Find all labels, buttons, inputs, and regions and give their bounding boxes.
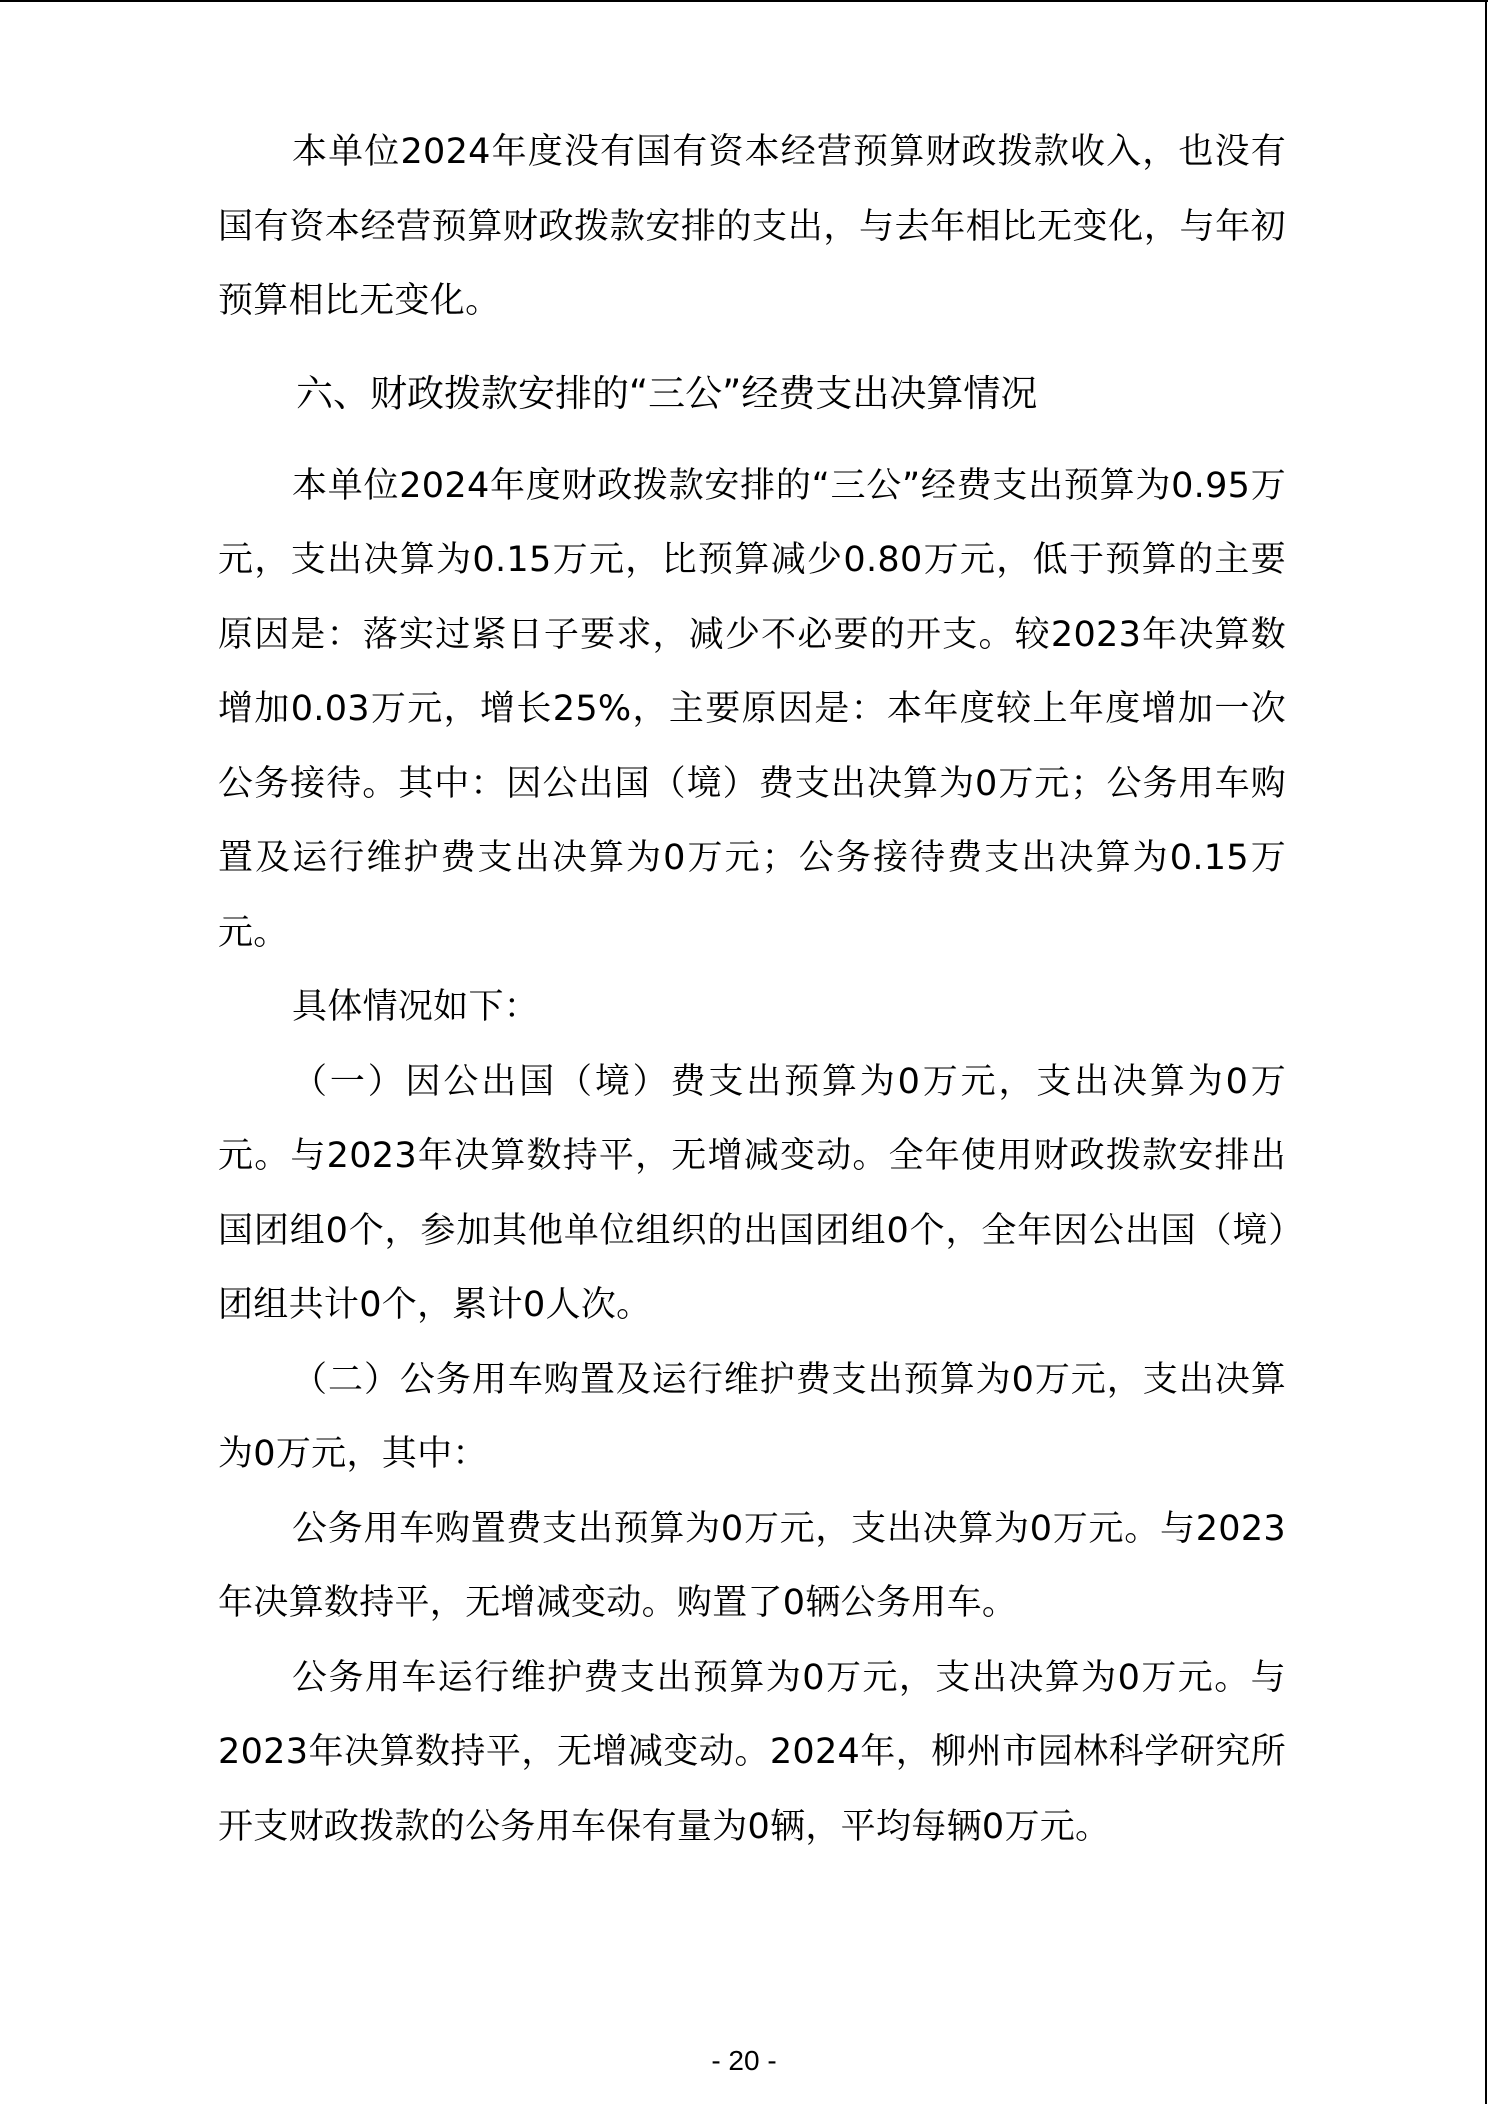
page-top-border (0, 0, 1488, 2)
paragraph-state-capital-budget: 本单位2024年度没有国有资本经营预算财政拨款收入，也没有国有资本经营预算财政拨款安排的支出，与去年相比无变化，与年初预算相比无变化。 (218, 132, 1286, 321)
document-body (218, 115, 1286, 1864)
paragraph-details-intro: 具体情况如下： (292, 987, 540, 1027)
page-right-border (1485, 0, 1487, 2104)
page-number: - 20 - (711, 2045, 777, 2076)
paragraph-official-vehicles: （二）公务用车购置及运行维护费支出预算为0万元，支出决算为0万元，其中： (218, 1359, 1286, 1474)
paragraph-three-public-summary: 本单位2024年度财政拨款安排的“三公”经费支出预算为0.95万元，支出决算为0.15万元，比预算减少0.80万元，低于预算的主要原因是：落实过紧日子要求，减少不必要的开支。较2023年决算数增加0.03万元，增长25%，主要原因是：本年度较上年度增加一次公务接待。其中：因公出国（境）费支出决算为0万元；公务用车购置及运行维护费支出决算为0万元；公务接待费支出决算为0.15万元。 (218, 465, 1286, 953)
paragraph-overseas-travel: （一）因公出国（境）费支出预算为0万元，支出决算为0万元。与2023年决算数持平，无增减变动。全年使用财政拨款安排出国团组0个，参加其他单位组织的出国团组0个，全年因公出国（境）团组共计0个，累计0人次。 (218, 1061, 1286, 1325)
paragraph-vehicle-maintenance: 公务用车运行维护费支出预算为0万元，支出决算为0万元。与2023年决算数持平，无增减变动。2024年，柳州市园林科学研究所开支财政拨款的公务用车保有量为0辆，平均每辆0万元。 (218, 1657, 1286, 1847)
section-heading: 六、财政拨款安排的“三公”经费支出决算情况 (296, 371, 1038, 415)
paragraph-vehicle-purchase: 公务用车购置费支出预算为0万元，支出决算为0万元。与2023年决算数持平，无增减变动。购置了0辆公务用车。 (218, 1508, 1286, 1623)
